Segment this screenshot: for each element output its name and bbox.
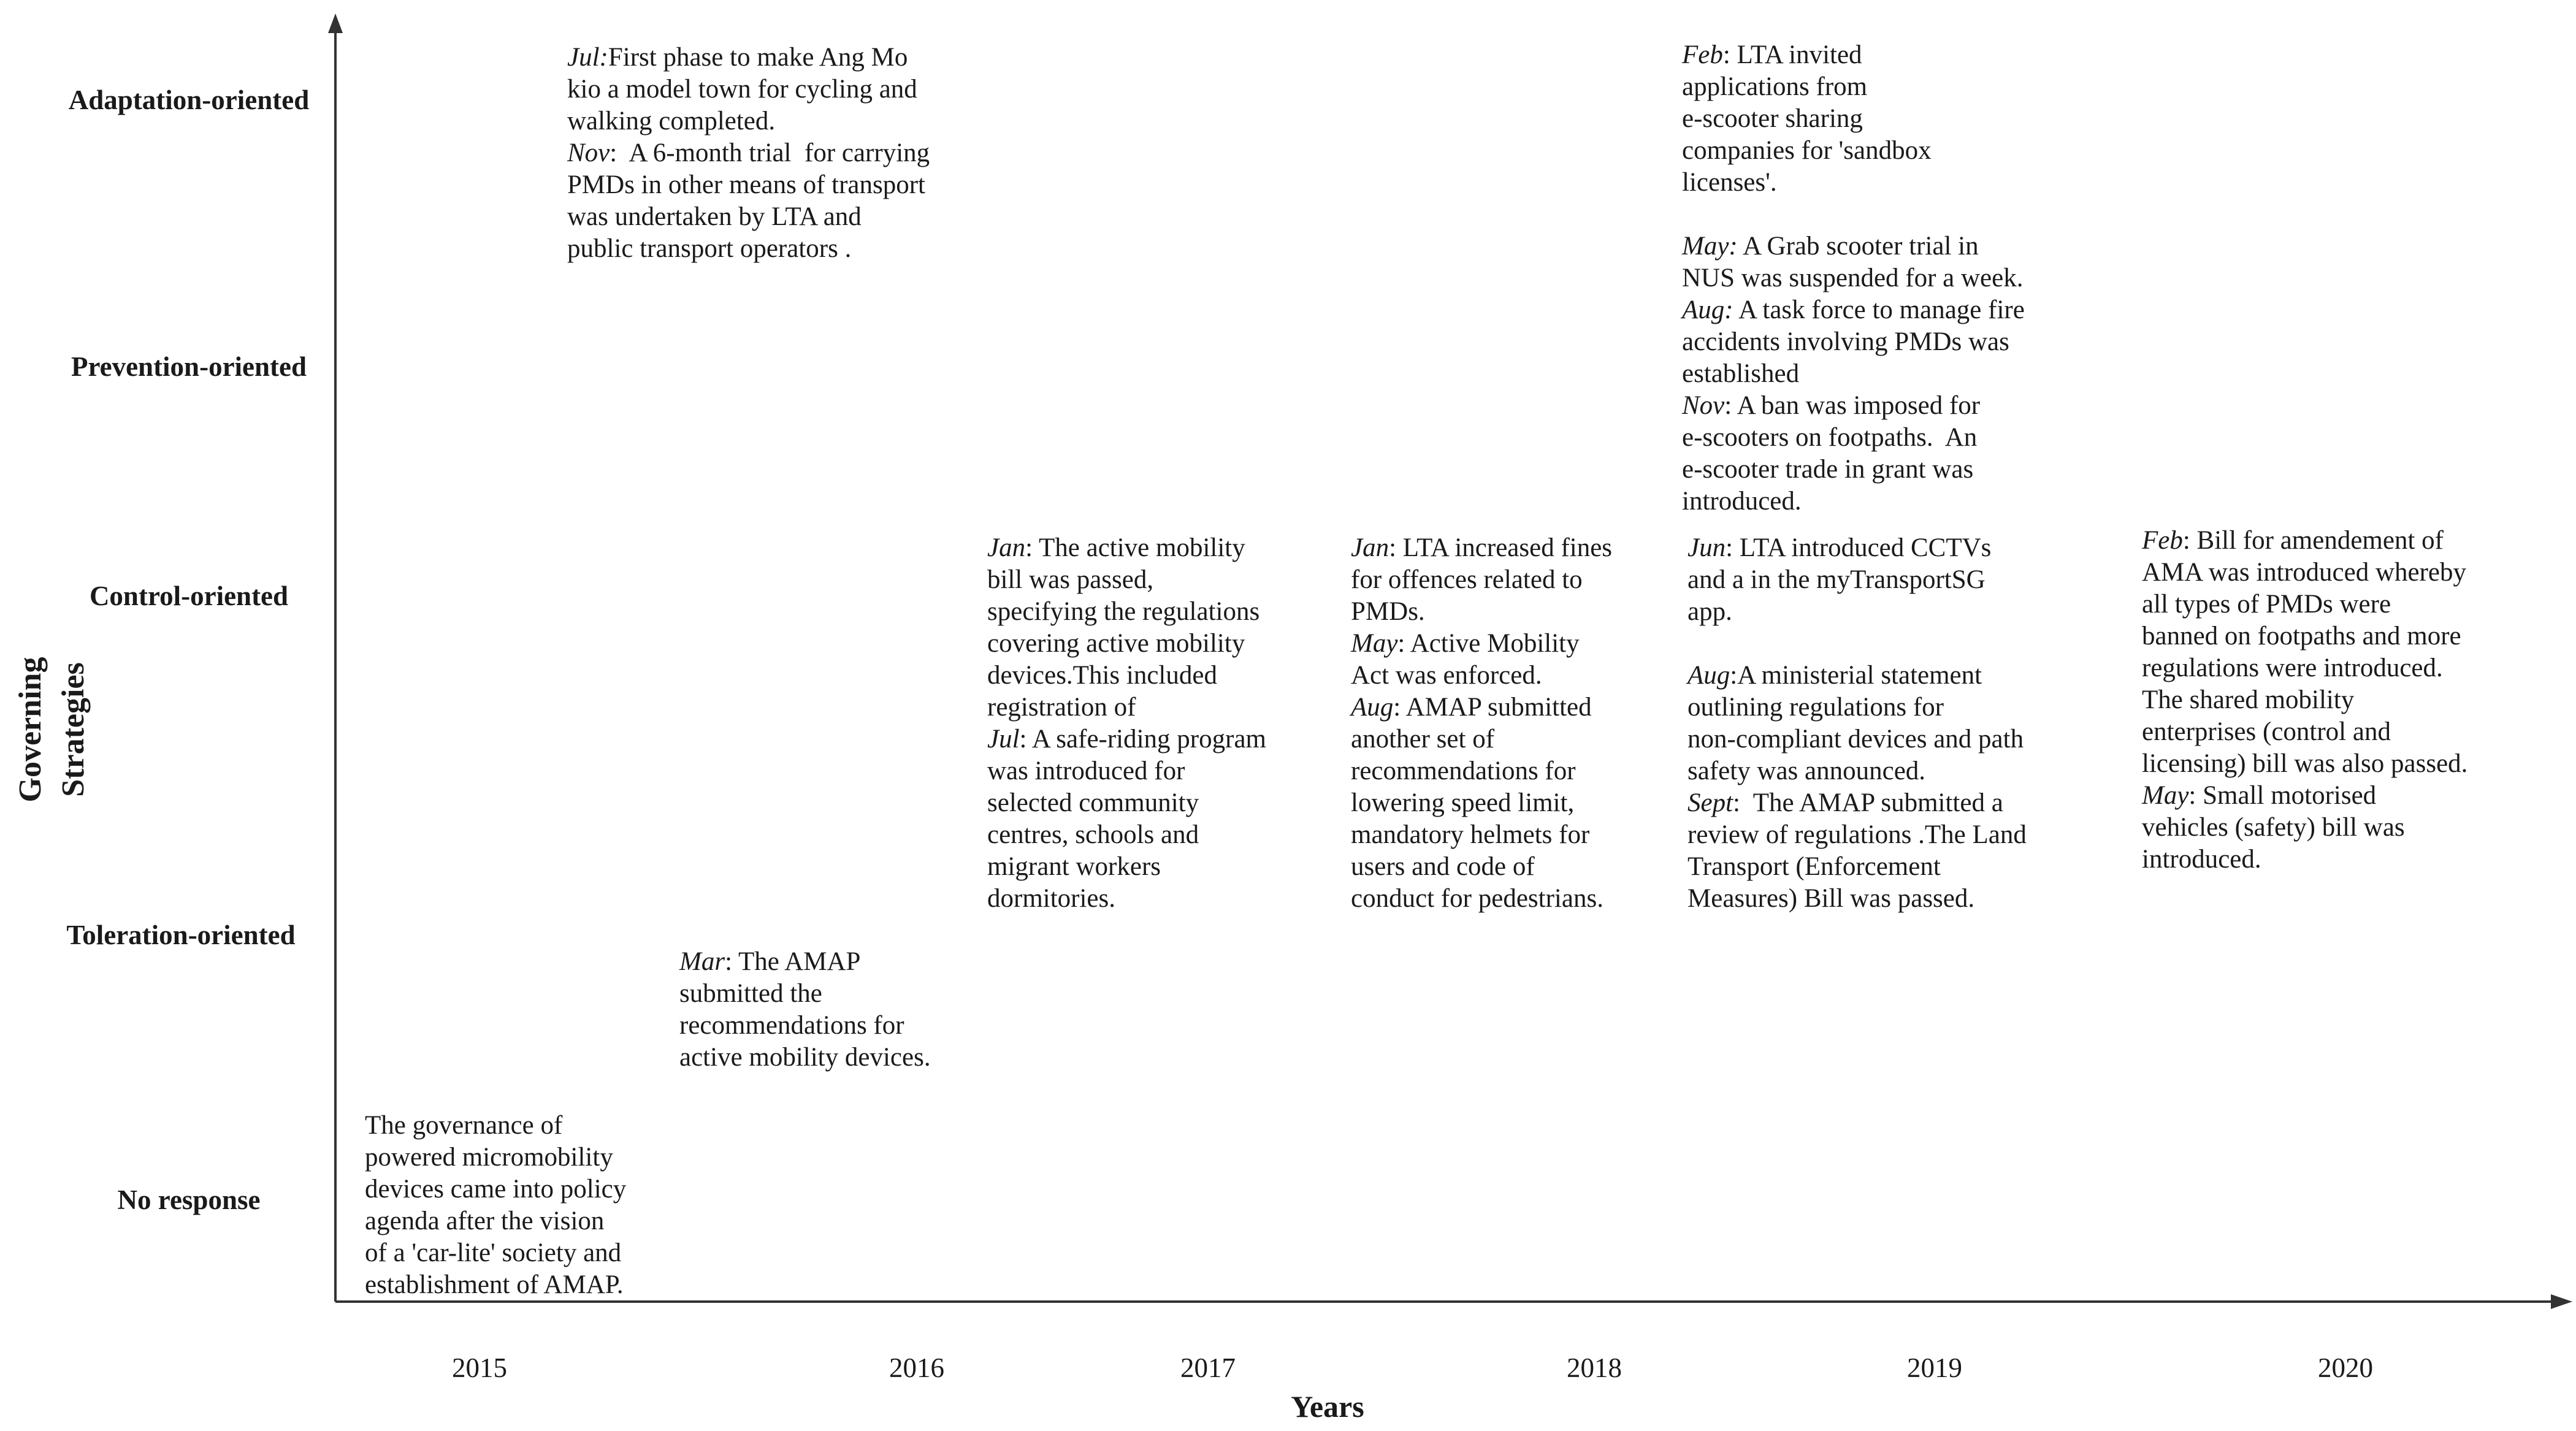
event-text: licenses'. [1682,168,1777,197]
event-text: active mobility devices. [679,1043,931,1072]
event-line [1682,454,2025,486]
event-line [1687,660,2027,692]
event-line [1682,167,1932,199]
event-line [2142,557,2467,589]
event-month: Aug [1687,661,1730,690]
event-line [1682,103,1932,135]
event-line [1687,723,2027,755]
event-text: accidents involving PMDs was [1682,327,2009,356]
event-text: devices.This included [987,661,1217,690]
event-text: non-compliant devices and path [1687,725,2024,754]
event-line [1351,660,1612,692]
event-month: Jul: [567,43,608,72]
event-line [1687,692,2027,723]
event-line [1687,819,2027,851]
event-text: e-scooter trade in grant was [1682,455,1974,484]
event-2018-control [1351,532,1612,915]
event-text: specifying the regulations [987,597,1260,626]
event-line [987,596,1266,628]
event-text: : AMAP submitted [1393,693,1592,722]
event-2019-adaptation [1682,39,1932,199]
event-text: applications from [1682,72,1868,101]
event-text: AMA was introduced whereby [2142,558,2467,587]
event-text: app. [1687,597,1732,626]
event-text: selected community [987,788,1199,817]
event-line [1351,723,1612,755]
event-text: licensing) bill was also passed. [2142,749,2468,778]
event-line [2142,780,2467,812]
event-text: : The active mobility [1025,533,1245,562]
event-text: :A ministerial statement [1730,661,1982,690]
event-text: outlining regulations for [1687,693,1944,722]
x-year-2020: 2020 [2318,1353,2373,1383]
event-text: registration of [987,693,1136,722]
y-level-toleration: Toleration-oriented [66,920,296,950]
event-month: Jul [987,725,1020,754]
event-line [1687,596,2027,628]
event-month: Aug [1351,693,1394,722]
event-2019-control [1687,532,2027,915]
event-line [2142,812,2467,844]
event-text: : A ban was imposed for [1724,391,1981,420]
event-line [2142,716,2467,748]
event-month: Aug: [1682,296,1733,324]
event-text: dormitories. [987,884,1115,913]
event-line [1687,883,2027,915]
event-2020-control [2142,525,2467,876]
event-text: lowering speed limit, [1351,788,1575,817]
x-year-2017: 2017 [1180,1353,1236,1383]
event-text: A Grab scooter trial in [1737,232,1979,261]
event-text: submitted the [679,979,822,1008]
event-text: : The AMAP submitted a [1733,788,2003,817]
event-month: May: [1682,232,1738,261]
event-line [1687,755,2027,787]
event-month: Jan [987,533,1026,562]
event-text: banned on footpaths and more [2142,622,2461,651]
event-line [987,660,1266,692]
event-text: : LTA increased fines [1389,533,1613,562]
event-text: PMDs. [1351,597,1425,626]
event-line [987,564,1266,596]
event-month: Jun [1687,533,1726,562]
event-text: NUS was suspended for a week. [1682,264,2024,292]
event-line [1682,71,1932,103]
event-text: The shared mobility [2142,685,2355,714]
event-line [1682,326,2025,358]
event-line [365,1269,626,1301]
event-line [567,105,930,137]
event-line [567,169,930,201]
event-text: vehicles (safety) bill was [2142,813,2405,842]
event-text: review of regulations .The Land [1687,820,2027,849]
event-text: The governance of [365,1111,563,1140]
event-text: for offences related to [1351,565,1583,594]
event-line [1351,851,1612,883]
event-text: e-scooters on footpaths. An [1682,423,1978,452]
x-axis-title: Years [1291,1389,1364,1424]
event-line [1682,39,1932,71]
event-line [987,692,1266,723]
x-year-2015: 2015 [452,1353,507,1383]
event-line [679,1010,931,1042]
event-line [2142,589,2467,620]
event-text: : Bill for amendement of [2182,526,2444,555]
event-line [1687,564,2027,596]
event-month: May [1351,629,1398,658]
event-text: mandatory helmets for [1351,820,1590,849]
event-text: another set of [1351,725,1495,754]
event-line [1682,390,2025,422]
event-text: conduct for pedestrians. [1351,884,1603,913]
y-axis-title [9,638,95,822]
x-year-2016: 2016 [889,1353,944,1383]
event-line [1351,564,1612,596]
event-text: e-scooter sharing [1682,104,1863,133]
event-line [1682,486,2025,517]
event-month: May [2142,781,2189,810]
y-axis-arrow [328,13,343,33]
event-text: agenda after the vision [365,1207,605,1235]
event-text: A task force to manage fire [1733,296,2025,324]
event-text: bill was passed, [987,565,1154,594]
event-text: migrant workers [987,852,1161,881]
event-line [1682,231,2025,262]
event-line [567,201,930,233]
event-text: companies for 'sandbox [1682,136,1932,165]
event-text: : LTA invited [1722,40,1862,69]
event-month: Nov [567,139,610,167]
event-text: public transport operators . [567,234,852,263]
y-axis-title-line: Governing [12,657,48,803]
event-text: PMDs in other means of transport [567,170,926,199]
event-line [365,1237,626,1269]
event-text: and a in the myTransportSG [1687,565,1986,594]
event-2016-toleration [679,946,931,1074]
y-level-adaptation: Adaptation-oriented [68,85,310,115]
event-line [2142,620,2467,652]
event-text: : LTA introduced CCTVs [1726,533,1992,562]
event-text: First phase to make Ang Mo [608,43,908,72]
event-text: Act was enforced. [1351,661,1542,690]
event-month: Feb [1682,40,1723,69]
event-line [1687,851,2027,883]
y-level-no-response: No response [117,1185,261,1215]
event-2017-control [987,532,1266,915]
event-line [1351,532,1612,564]
event-line [987,755,1266,787]
event-line [1687,787,2027,819]
event-text: users and code of [1351,852,1535,881]
event-month: Mar [679,947,725,976]
event-text: : A safe-riding program [1019,725,1266,754]
event-2019-prevention [1682,231,2025,517]
event-line [679,1042,931,1074]
event-line [987,532,1266,564]
event-line [1687,532,2027,564]
event-line [2142,844,2467,876]
event-text: recommendations for [1351,757,1576,785]
event-line [987,851,1266,883]
event-line [365,1142,626,1173]
event-text: enterprises (control and [2142,717,2391,746]
event-line [365,1205,626,1237]
event-line [567,137,930,169]
event-text: : The AMAP [725,947,861,976]
event-text: walking completed. [567,107,776,135]
event-line [567,42,930,74]
event-text: introduced. [2142,845,2261,874]
event-text: centres, schools and [987,820,1199,849]
event-line [987,628,1266,660]
event-text: all types of PMDs were [2142,590,2391,619]
event-text: Transport (Enforcement [1687,852,1941,881]
event-2015-no-response [365,1110,626,1301]
y-level-control: Control-oriented [89,581,289,611]
event-text: introduced. [1682,487,1802,516]
event-text: : A 6-month trial for carrying [610,139,930,167]
event-line [987,819,1266,851]
event-line [2142,525,2467,557]
x-axis-arrow [2551,1294,2572,1309]
x-year-2018: 2018 [1567,1353,1622,1383]
event-line [679,978,931,1010]
event-text: kio a model town for cycling and [567,75,917,104]
event-text: : Active Mobility [1397,629,1580,658]
event-text: established [1682,359,1800,388]
event-text: Measures) Bill was passed. [1687,884,1975,913]
event-line [987,787,1266,819]
event-line [365,1110,626,1142]
event-line [1682,135,1932,167]
event-month: Nov [1682,391,1725,420]
event-line [1351,883,1612,915]
x-year-2019: 2019 [1907,1353,1962,1383]
event-text: was introduced for [987,757,1185,785]
event-line [679,946,931,978]
event-line [1682,294,2025,326]
event-month: Feb [2142,526,2183,555]
event-line [1351,787,1612,819]
event-text: of a 'car-lite' society and [365,1238,622,1267]
event-line [365,1173,626,1205]
event-text: regulations were introduced. [2142,654,2443,682]
event-text: powered micromobility [365,1143,613,1172]
event-line [567,74,930,105]
event-text: establishment of AMAP. [365,1270,624,1299]
event-line [2142,748,2467,780]
event-2015-adaptation [567,42,930,265]
event-line [1682,262,2025,294]
event-line [567,233,930,265]
y-level-prevention: Prevention-oriented [71,351,307,382]
event-month: Jan [1351,533,1389,562]
event-line [1351,755,1612,787]
event-line [1351,628,1612,660]
event-text: safety was announced. [1687,757,1926,785]
event-line [1682,422,2025,454]
event-text: recommendations for [679,1011,904,1040]
event-text: covering active mobility [987,629,1245,658]
event-text: was undertaken by LTA and [567,202,862,231]
y-axis-title-line: Strategies [56,662,91,797]
event-line [1682,358,2025,390]
event-line [1351,692,1612,723]
event-line [2142,652,2467,684]
event-line [1351,819,1612,851]
event-text: : Small motorised [2188,781,2377,810]
event-text: devices came into policy [365,1175,627,1204]
event-line [987,723,1266,755]
event-line [987,883,1266,915]
event-line [2142,684,2467,716]
event-line [1351,596,1612,628]
event-month: Sept [1687,788,1733,817]
